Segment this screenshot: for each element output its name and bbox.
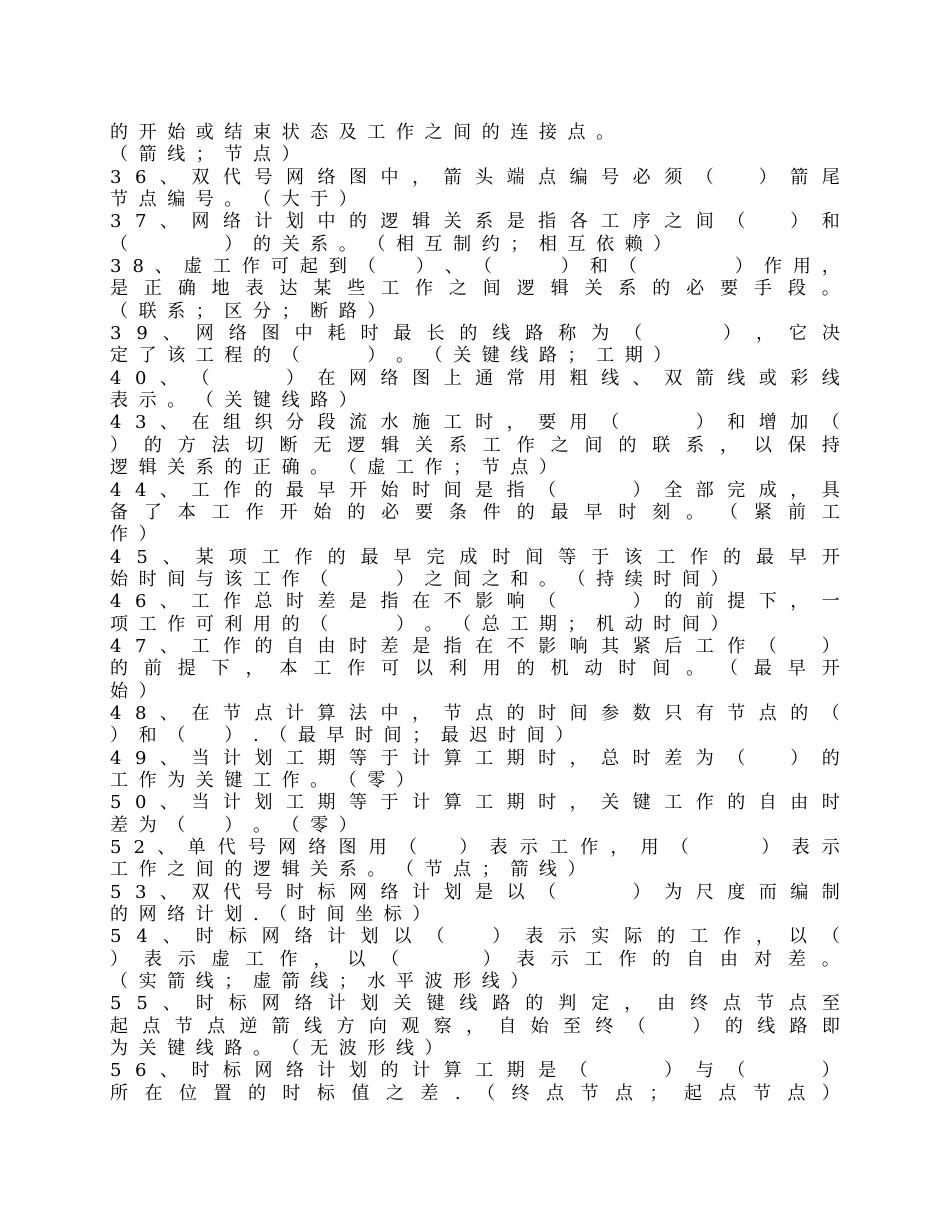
- text-line: 是 正 确 地 表 达 某 些 工 作 之 间 逻 辑 关 系 的 必 要 手 段 。: [110, 278, 840, 300]
- text-line: 4 8 、 在 节 点 计 算 法 中 ， 节 点 的 时 间 参 数 只 有 节 点 的 （: [110, 702, 840, 724]
- text-line: 4 5 、 某 项 工 作 的 最 早 完 成 时 间 等 于 该 工 作 的 最 早 开: [110, 546, 840, 568]
- text-line: 定 了 该 工 程 的 （ ） 。 （ 关 键 线 路 ； 工 期 ）: [110, 345, 672, 367]
- text-line: 始 ）: [110, 680, 157, 702]
- text-line: 所 在 位 置 的 时 标 值 之 差 . （ 终 点 节 点 ； 起 点 节 点 ）: [110, 1082, 840, 1104]
- text-line: ） 和 （ ） . （ 最 早 时 间 ； 最 迟 时 间 ）: [110, 725, 574, 747]
- text-line: 作 ）: [110, 524, 157, 546]
- text-line: 差 为 （ ） 。 （ 零 ）: [110, 814, 357, 836]
- text-line: 始 时 间 与 该 工 作 （ ） 之 间 之 和 。 （ 持 续 时 间 ）: [110, 568, 729, 590]
- text-line: 3 9 、 网 络 图 中 耗 时 最 长 的 线 路 称 为 （ ） ， 它 决: [110, 323, 840, 345]
- text-line: 3 6 、 双 代 号 网 络 图 中 ， 箭 头 端 点 编 号 必 须 （ ） 箭 尾: [110, 166, 840, 188]
- text-line: （ ） 的 关 系 。 （ 相 互 制 约 ； 相 互 依 赖 ）: [110, 233, 672, 255]
- text-line: 4 4 、 工 作 的 最 早 开 始 时 间 是 指 （ ） 全 部 完 成 ， 具: [110, 479, 840, 501]
- text-line: ） 的 方 法 切 断 无 逻 辑 关 系 工 作 之 间 的 联 系 ， 以 保 持: [110, 434, 840, 456]
- text-line: 5 6 、 时 标 网 络 计 划 的 计 算 工 期 是 （ ） 与 （ ）: [110, 1060, 840, 1082]
- text-line: 5 4 、 时 标 网 络 计 划 以 （ ） 表 示 实 际 的 工 作 ， 以 （: [110, 926, 840, 948]
- text-line: 5 5 、 时 标 网 络 计 划 关 键 线 路 的 判 定 ， 由 终 点 节 点 至: [110, 993, 840, 1015]
- text-line: 节 点 编 号 。 （ 大 于 ）: [110, 189, 357, 211]
- text-line: 的 开 始 或 结 束 状 态 及 工 作 之 间 的 连 接 点 。: [110, 122, 615, 143]
- text-line: 4 3 、 在 组 织 分 段 流 水 施 工 时 ， 要 用 （ ） 和 增 加 （: [110, 412, 840, 434]
- text-line: 为 关 键 线 路 。 （ 无 波 形 线 ）: [110, 1038, 443, 1060]
- text-line: 逻 辑 关 系 的 正 确 。 （ 虚 工 作 ； 节 点 ）: [110, 457, 557, 479]
- text-line: 3 8 、 虚 工 作 可 起 到 （ ） 、 （ ） 和 （ ） 作 用 ，: [110, 256, 840, 278]
- text-line: 的 网 络 计 划 . （ 时 间 坐 标 ）: [110, 904, 431, 926]
- text-line: 工 作 为 关 键 工 作 。 （ 零 ）: [110, 769, 414, 791]
- document-page: [110, 122, 840, 1105]
- text-line: 的 前 提 下 ， 本 工 作 可 以 利 用 的 机 动 时 间 。 （ 最 早 开: [110, 658, 840, 680]
- text-line: 3 7 、 网 络 计 划 中 的 逻 辑 关 系 是 指 各 工 序 之 间 （ ） 和: [110, 211, 840, 233]
- text-line: 5 3 、 双 代 号 时 标 网 络 计 划 是 以 （ ） 为 尺 度 而 编 制: [110, 881, 840, 903]
- text-line: 4 0 、 （ ） 在 网 络 图 上 通 常 用 粗 线 、 双 箭 线 或 彩 线: [110, 367, 840, 389]
- text-line: 工 作 之 间 的 逻 辑 关 系 。 （ 节 点 ； 箭 线 ）: [110, 859, 586, 881]
- text-line: 4 6 、 工 作 总 时 差 是 指 在 不 影 响 （ ） 的 前 提 下 ， 一: [110, 591, 840, 613]
- text-line: 起 点 节 点 逆 箭 线 方 向 观 察 ， 自 始 至 终 （ ） 的 线 路 即: [110, 1015, 840, 1037]
- text-line: 表 示 。 （ 关 键 线 路 ）: [110, 390, 357, 412]
- text-line: 4 7 、 工 作 的 自 由 时 差 是 指 在 不 影 响 其 紧 后 工 作 （ ）: [110, 635, 840, 657]
- text-line: （ 箭 线 ； 节 点 ）: [110, 144, 300, 166]
- text-line: ） 表 示 虚 工 作 ， 以 （ ） 表 示 工 作 的 自 由 对 差 。: [110, 948, 840, 970]
- text-line: 5 0 、 当 计 划 工 期 等 于 计 算 工 期 时 ， 关 键 工 作 的 自 由 时: [110, 792, 840, 814]
- text-line: 项 工 作 可 利 用 的 （ ） 。 （ 总 工 期 ； 机 动 时 间 ）: [110, 613, 729, 635]
- text-line: （ 实 箭 线 ； 虚 箭 线 ； 水 平 波 形 线 ）: [110, 971, 529, 993]
- text-line: 备 了 本 工 作 开 始 的 必 要 条 件 的 最 早 时 刻 。 （ 紧 前 工: [110, 501, 840, 523]
- text-line: （ 联 系 ； 区 分 ； 断 路 ）: [110, 300, 386, 322]
- text-line: 4 9 、 当 计 划 工 期 等 于 计 算 工 期 时 ， 总 时 差 为 （ ） 的: [110, 747, 840, 769]
- text-line: 5 2 、 单 代 号 网 络 图 用 （ ） 表 示 工 作 ， 用 （ ） 表 示: [110, 837, 840, 858]
